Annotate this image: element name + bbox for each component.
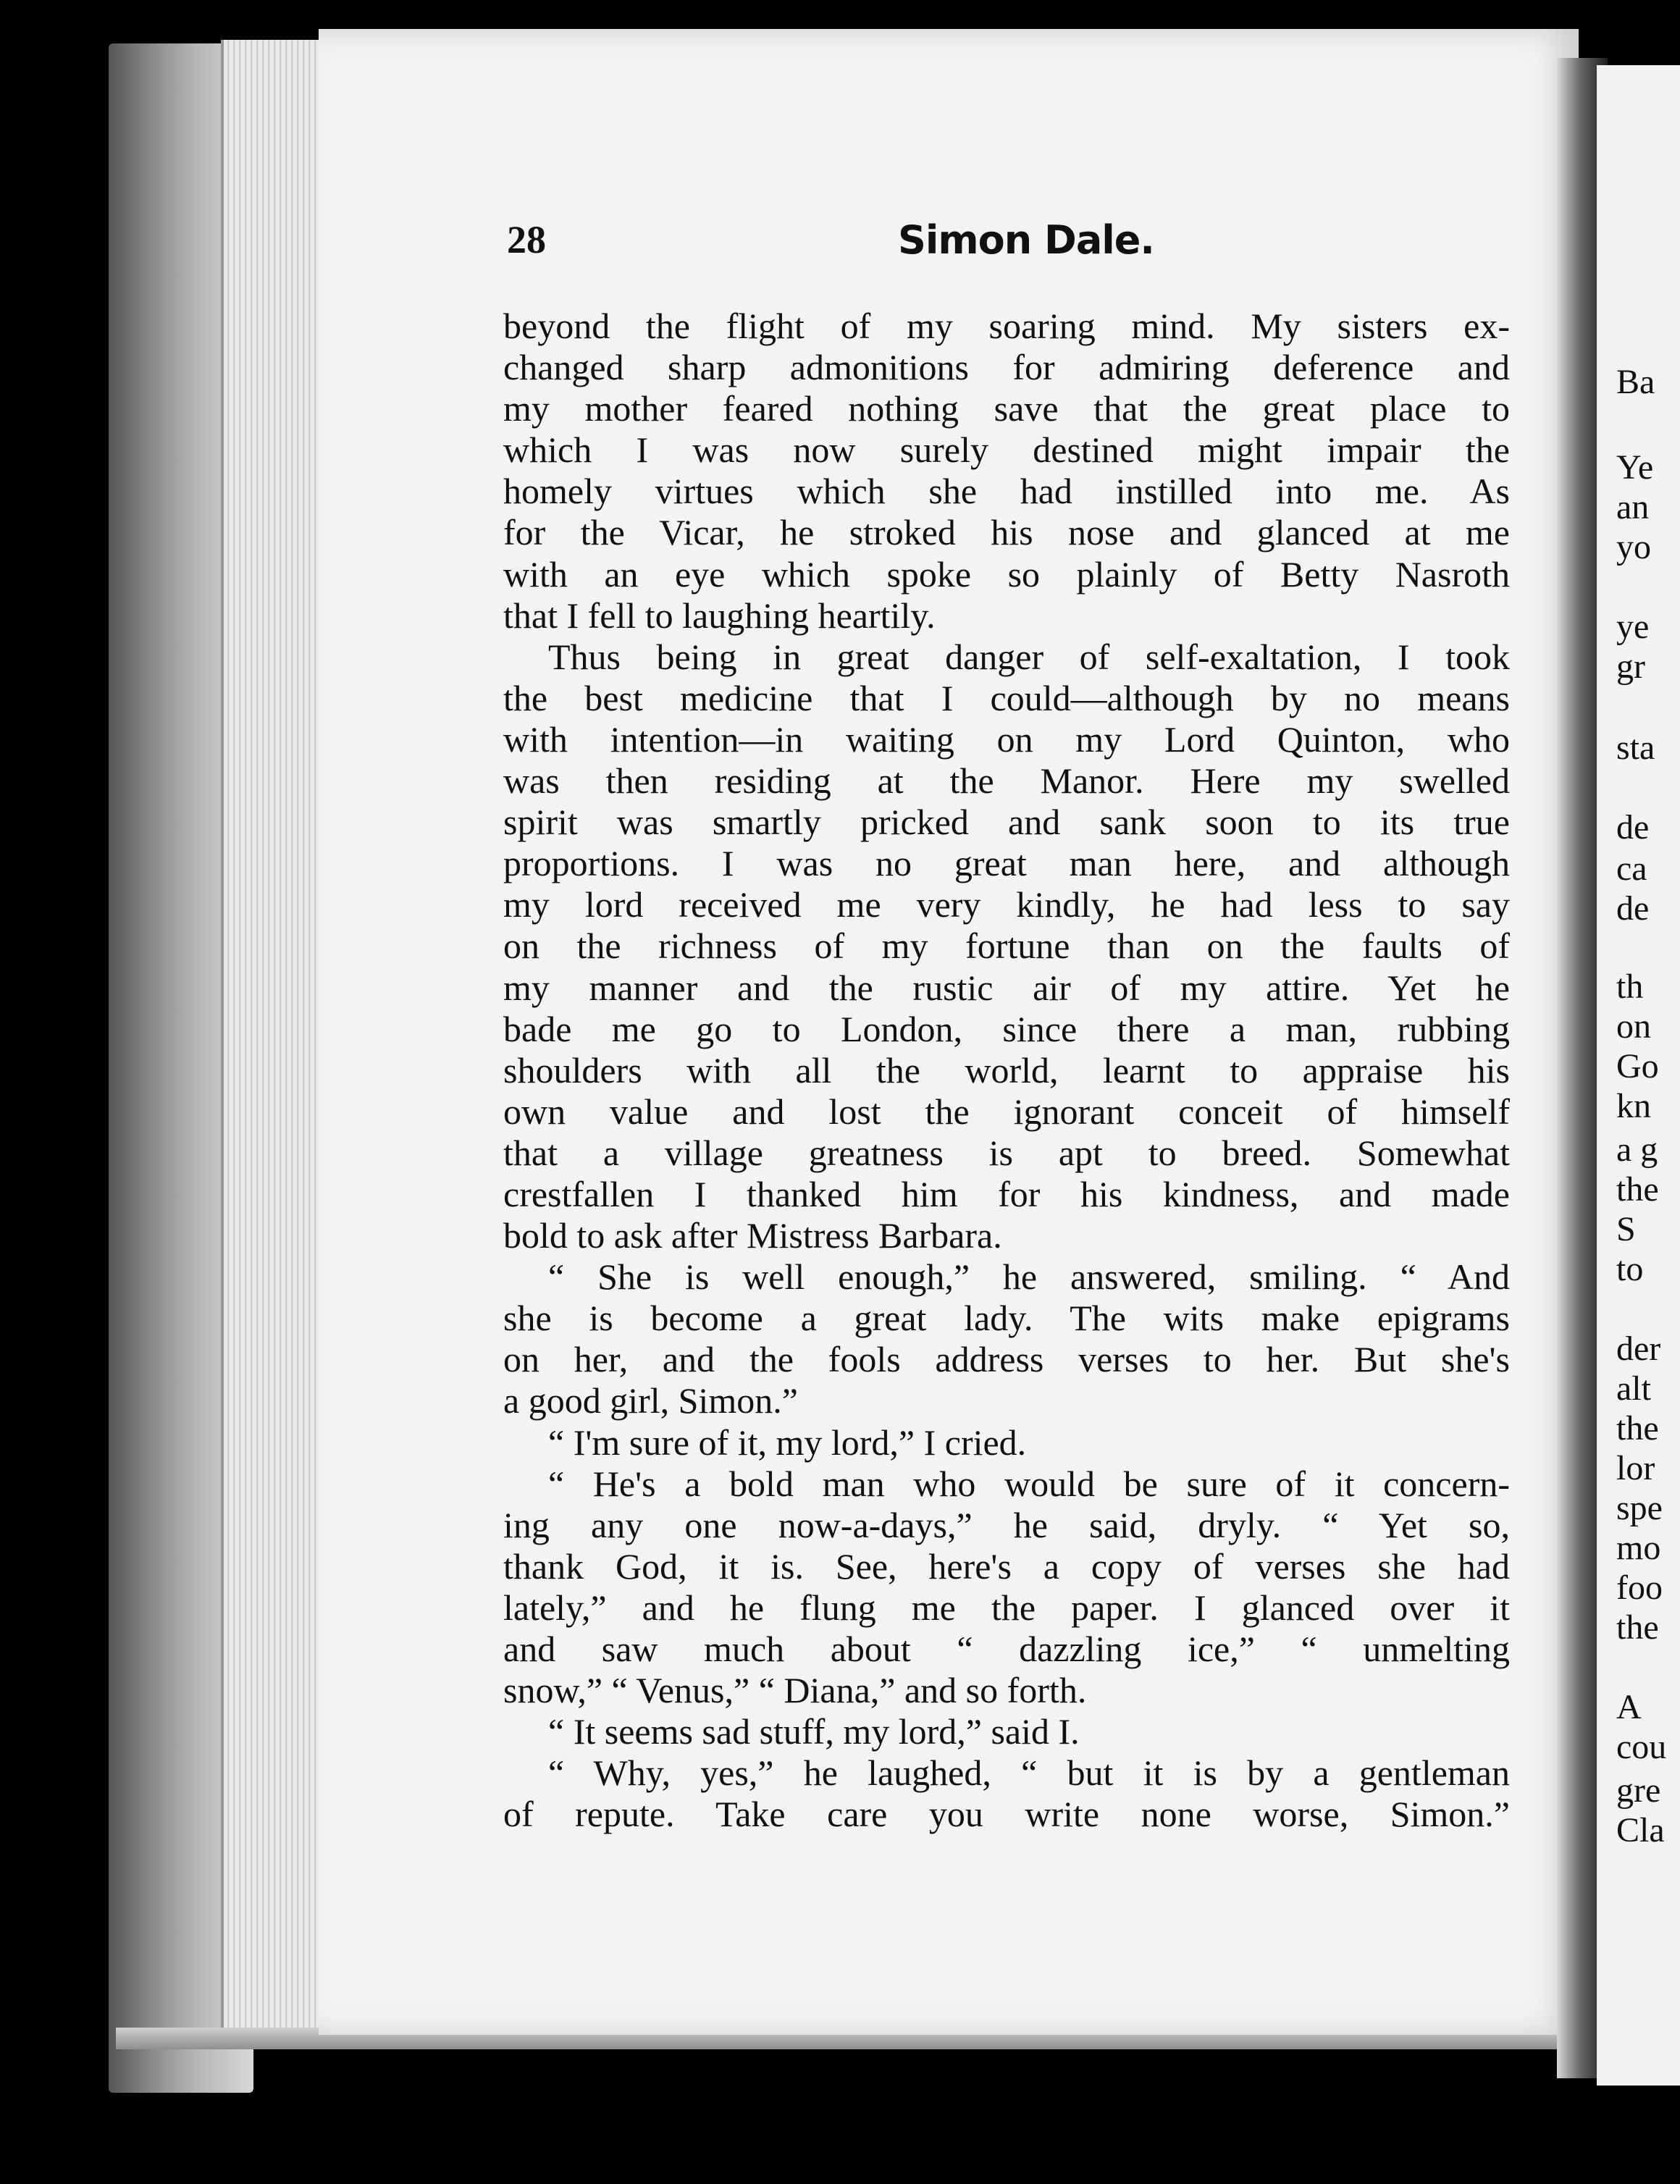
text-line: the best medicine that I could—although by no means <box>503 677 1510 718</box>
text-line: “ He's a bold man who would be sure of it concern- <box>548 1463 1510 1504</box>
text-line: shoulders with all the world, learnt to appraise his <box>503 1049 1510 1091</box>
text-line: proportions. I was no great man here, and although <box>503 843 1510 884</box>
text-line: on the richness of my fortune than on the faults of <box>503 925 1510 967</box>
text-line: my manner and the rustic air of my attire. Yet he <box>503 967 1510 1008</box>
text-line: beyond the flight of my soaring mind. My sisters ex- <box>503 306 1510 346</box>
facing-page-fragment: a g <box>1616 1130 1658 1169</box>
running-head <box>507 217 1506 275</box>
text-line: with intention—in waiting on my Lord Quinton, who <box>503 718 1510 760</box>
facing-page-fragment: der <box>1616 1330 1661 1368</box>
text-line: with an eye which spoke so plainly of Betty Nasroth <box>503 553 1510 595</box>
facing-page-fragment: sta <box>1616 728 1655 767</box>
text-line: “ I'm sure of it, my lord,” I cried. <box>548 1421 1027 1463</box>
text-line: “ It seems sad stuff, my lord,” said I. <box>548 1711 1080 1752</box>
text-line: Thus being in great danger of self-exaltation, I took <box>548 636 1510 677</box>
facing-page-fragment: Ba <box>1616 363 1655 401</box>
facing-page-fragment: Ye <box>1616 448 1654 487</box>
facing-page-fragment: alt <box>1616 1369 1651 1408</box>
text-line: on her, and the fools address verses to her. But she's <box>503 1339 1510 1380</box>
facing-page-fragment: ca <box>1616 849 1647 888</box>
text-line: bold to ask after Mistress Barbara. <box>503 1215 1002 1256</box>
facing-page-fragment: mo <box>1616 1529 1661 1567</box>
text-line: lately,” and he flung me the paper. I glanced over it <box>503 1587 1510 1628</box>
facing-page-fragment: Cla <box>1616 1811 1665 1849</box>
text-line: homely virtues which she had instilled into me. As <box>503 471 1510 512</box>
text-line: ing any one now-a-days,” he said, dryly. “ Yet so, <box>503 1504 1510 1545</box>
text-line: my lord received me very kindly, he had less to say <box>503 884 1510 925</box>
facing-page-fragment: Go <box>1616 1047 1659 1085</box>
facing-page-text-fragments <box>1616 362 1680 2028</box>
facing-page-fragment: cou <box>1616 1728 1667 1766</box>
text-line: snow,” “ Venus,” “ Diana,” and so forth. <box>503 1670 1087 1711</box>
text-line: bade me go to London, since there a man, rubbing <box>503 1008 1510 1049</box>
facing-page-fragment: foo <box>1616 1568 1663 1607</box>
text-line: own value and lost the ignorant conceit of himself <box>503 1091 1510 1132</box>
text-line: changed sharp admonitions for admiring deference and <box>503 347 1510 388</box>
facing-page-fragment: yo <box>1616 528 1651 566</box>
facing-page-fragment: A <box>1616 1688 1642 1726</box>
facing-page-fragment: S <box>1616 1210 1636 1248</box>
facing-page-fragment: gr <box>1616 647 1645 686</box>
facing-page-fragment: the <box>1616 1608 1659 1647</box>
facing-page-fragment: the <box>1616 1170 1659 1209</box>
facing-page-fragment: gre <box>1616 1771 1661 1810</box>
facing-page-fragment: on <box>1616 1007 1651 1046</box>
text-line: she is become a great lady. The wits make epigrams <box>503 1298 1510 1339</box>
text-line: that a village greatness is apt to breed. Somewhat <box>503 1132 1510 1173</box>
facing-page-fragment: an <box>1616 488 1650 526</box>
text-line: for the Vicar, he stroked his nose and glanced at me <box>503 512 1510 553</box>
text-line: a good girl, Simon.” <box>503 1380 798 1421</box>
facing-page-fragment: lor <box>1616 1449 1655 1487</box>
body-text <box>503 306 1510 1835</box>
text-line: that I fell to laughing heartily. <box>503 595 936 636</box>
facing-page-fragment: de <box>1616 808 1650 847</box>
facing-page-fragment: to <box>1616 1250 1644 1288</box>
facing-page-fragment: spe <box>1616 1489 1663 1527</box>
book-title: Simon Dale. <box>898 217 1154 263</box>
text-line: “ She is well enough,” he answered, smiling. “ And <box>548 1256 1510 1298</box>
text-line: which I was now surely destined might impair the <box>503 429 1510 471</box>
text-line: and saw much about “ dazzling ice,” “ unmelting <box>503 1629 1510 1669</box>
facing-page-fragment: de <box>1616 889 1650 928</box>
text-line: thank God, it is. See, here's a copy of verses she had <box>503 1545 1510 1587</box>
page-number: 28 <box>507 218 546 261</box>
facing-page-fragment: the <box>1616 1409 1659 1448</box>
text-line: my mother feared nothing save that the great place to <box>503 388 1510 429</box>
text-line: was then residing at the Manor. Here my swelled <box>503 760 1510 802</box>
text-line: “ Why, yes,” he laughed, “ but it is by a gentleman <box>548 1752 1510 1794</box>
text-line: crestfallen I thanked him for his kindness, and made <box>503 1173 1510 1214</box>
text-line: of repute. Take care you write none worse, Simon.” <box>503 1794 1510 1835</box>
text-line: spirit was smartly pricked and sank soon to its true <box>503 802 1510 843</box>
facing-page-fragment: th <box>1616 967 1644 1006</box>
facing-page-fragment: ye <box>1616 608 1650 646</box>
facing-page-fragment: kn <box>1616 1087 1651 1125</box>
